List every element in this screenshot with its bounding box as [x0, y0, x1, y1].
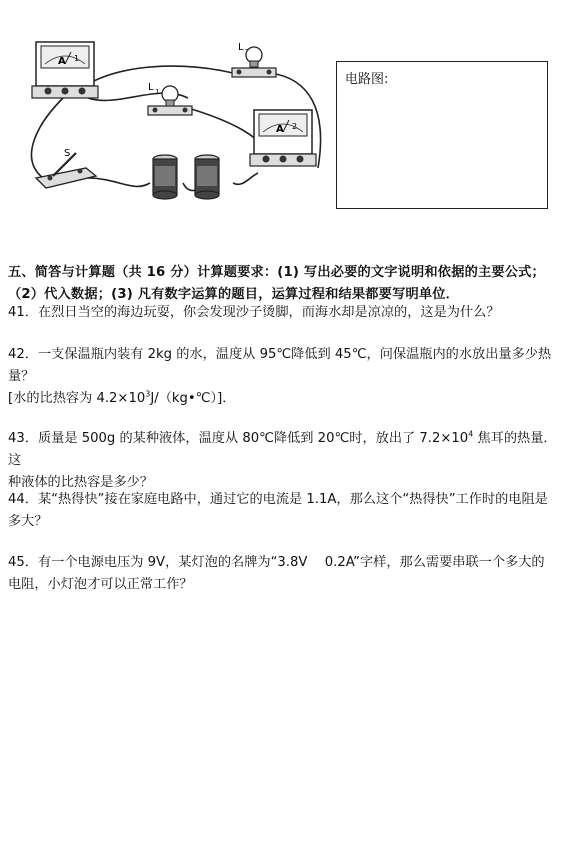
wire [32, 98, 63, 178]
circuit-diagram-box [336, 61, 548, 209]
switch [36, 148, 96, 188]
wire [233, 173, 258, 184]
question-42 [8, 344, 564, 410]
lamp-1-index: 1 [155, 88, 160, 96]
question-41-text: 41．在烈日当空的海边玩耍，你会发现沙子烫脚，而海水却是凉凉的，这是为什么？ [8, 305, 500, 320]
lamp-1 [148, 82, 192, 115]
lamp-1-label: L [148, 82, 154, 93]
question-43-line-2: 种液体的比热容是多少？ [8, 475, 154, 490]
question-42-line-2: 量？ [8, 369, 35, 384]
section-title-line-1: 五、简答与计算题（共 16 分）计算题要求：(1) 写出必要的文字说明和依据的主要公式； [8, 265, 545, 280]
lamp-2 [232, 42, 276, 77]
wire [188, 108, 263, 148]
ammeter-2 [250, 110, 316, 166]
question-45-line-1: 45．有一个电源电压为 9V，某灯泡的名牌为“3.8V 0.2A”字样，那么需要串联一个多大的 [8, 555, 545, 570]
question-43 [8, 428, 564, 494]
section-title-line-2: （2）代入数据；(3) 凡有数字运算的题目，运算过程和结果都要写明单位． [8, 287, 460, 302]
circuit-diagram-label: 电路图: [345, 72, 389, 87]
switch-label: S [64, 148, 71, 159]
question-44 [8, 489, 564, 533]
wire [88, 178, 150, 186]
question-45-line-2: 电阻，小灯泡才可以正常工作？ [8, 577, 193, 592]
ammeter-2-label: A [276, 124, 284, 135]
question-44-line-2: 多大？ [8, 514, 48, 529]
question-41 [8, 302, 564, 324]
question-42-line-3: [水的比热容为 $4.2\times 10^3J/(kg•℃)$]． [8, 389, 236, 406]
section-title [8, 262, 564, 306]
ammeter-1 [32, 42, 98, 98]
question-43-line-1: 43．质量是 500g 的某种液体，温度从 80℃降低到 20℃时，放出了 $7.2\times 10^4$ 焦耳的热量．这 [8, 429, 557, 468]
question-45 [8, 552, 564, 596]
ammeter-2-index: 2 [292, 122, 298, 131]
ammeter-1-label: A [58, 56, 66, 67]
question-42-line-1: 42．一支保温瓶内装有 2kg 的水，温度从 95℃降低到 45℃，问保温瓶内的水放出量多少热 [8, 347, 552, 362]
question-44-line-1: 44．某“热得快”接在家庭电路中，通过它的电流是 1.1A，那么这个“热得快”工作时的电阻是 [8, 492, 548, 507]
lamp-2-label: L [238, 42, 244, 53]
battery-1 [153, 155, 177, 199]
battery-2 [195, 155, 219, 199]
ammeter-1-index: 1 [74, 54, 80, 63]
